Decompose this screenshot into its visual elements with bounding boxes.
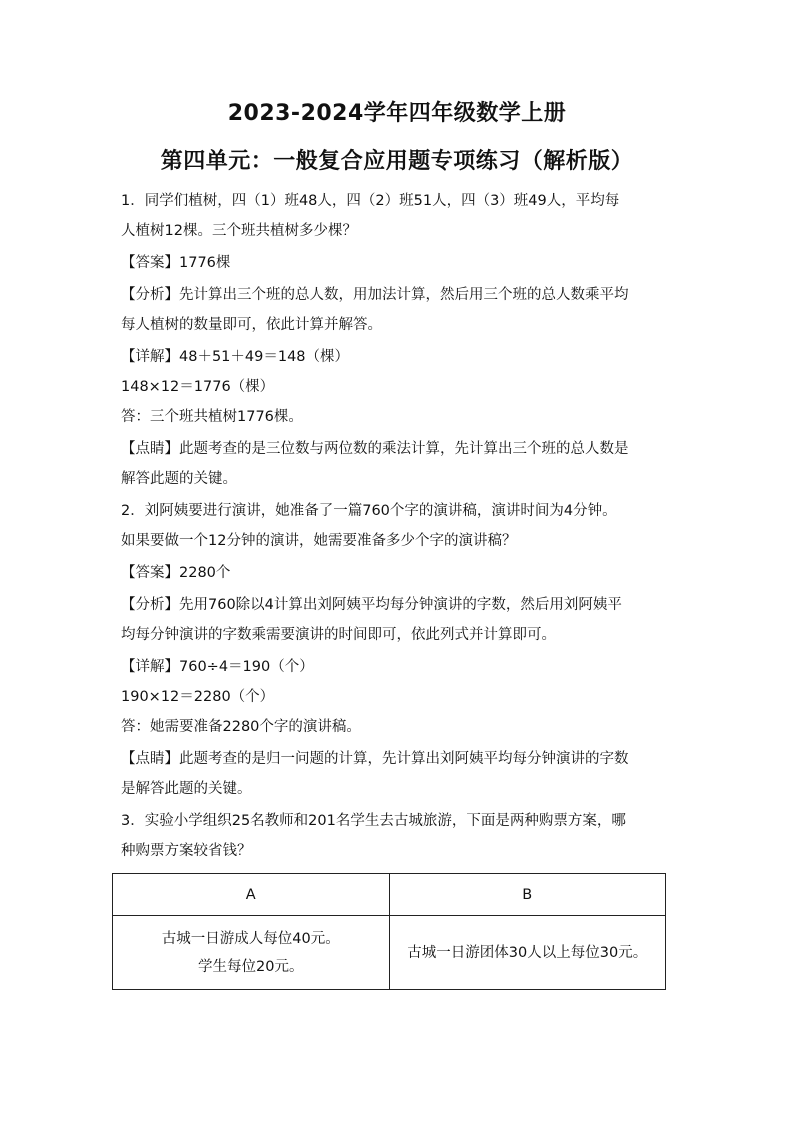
text-line: 如果要做一个12分钟的演讲，她需要准备多少个字的演讲稿？ xyxy=(121,533,517,549)
ticket-plan-table xyxy=(112,873,666,990)
table-cell-b: 古城一日游团体30人以上每位30元。 xyxy=(389,916,666,990)
text-line: 【答案】1776棵 xyxy=(121,255,231,271)
cell-a-line-2: 学生每位20元。 xyxy=(198,958,304,975)
text-line: 【答案】2280个 xyxy=(121,565,231,581)
text-line: 种购票方案较省钱？ xyxy=(121,843,252,859)
text-line: 是解答此题的关键。 xyxy=(121,781,252,797)
page-subtitle: 第四单元：一般复合应用题专项练习（解析版） xyxy=(160,149,634,174)
text-line: 190×12＝2280（个） xyxy=(121,689,275,705)
text-line: 【分析】先计算出三个班的总人数，用加法计算，然后用三个班的总人数乘平均 xyxy=(121,287,629,303)
text-line: 解答此题的关键。 xyxy=(121,471,237,487)
text-line: 每人植树的数量即可，依此计算并解答。 xyxy=(121,317,382,333)
text-line: 3．实验小学组织25名教师和201名学生去古城旅游，下面是两种购票方案，哪 xyxy=(121,813,626,829)
table-cell-a xyxy=(113,916,390,990)
text-line: 148×12＝1776（棵） xyxy=(121,379,275,395)
table-header-row xyxy=(113,874,666,916)
text-line: 【详解】760÷4＝190（个） xyxy=(121,659,314,675)
table-header-a: A xyxy=(113,874,390,916)
text-line: 【分析】先用760除以4计算出刘阿姨平均每分钟演讲的字数，然后用刘阿姨平 xyxy=(121,597,622,613)
text-line: 答：她需要准备2280个字的演讲稿。 xyxy=(121,719,361,735)
text-line: 2．刘阿姨要进行演讲，她准备了一篇760个字的演讲稿，演讲时间为4分钟。 xyxy=(121,503,617,519)
text-line: 【详解】48＋51＋49＝148（棵） xyxy=(121,349,350,365)
text-line: 【点睛】此题考查的是归一问题的计算，先计算出刘阿姨平均每分钟演讲的字数 xyxy=(121,751,629,767)
text-line: 答：三个班共植树1776棵。 xyxy=(121,409,303,425)
table-row xyxy=(113,916,666,990)
text-line: 均每分钟演讲的字数乘需要演讲的时间即可，依此列式并计算即可。 xyxy=(121,627,556,643)
cell-a-line-1: 古城一日游成人每位40元。 xyxy=(161,930,340,947)
text-line: 【点睛】此题考查的是三位数与两位数的乘法计算，先计算出三个班的总人数是 xyxy=(121,441,629,457)
text-line: 1．同学们植树，四（1）班48人，四（2）班51人，四（3）班49人，平均每 xyxy=(121,193,620,209)
text-line: 人植树12棵。三个班共植树多少棵？ xyxy=(121,223,357,239)
page-title: 2023-2024学年四年级数学上册 xyxy=(227,101,567,126)
table-header-b: B xyxy=(389,874,666,916)
